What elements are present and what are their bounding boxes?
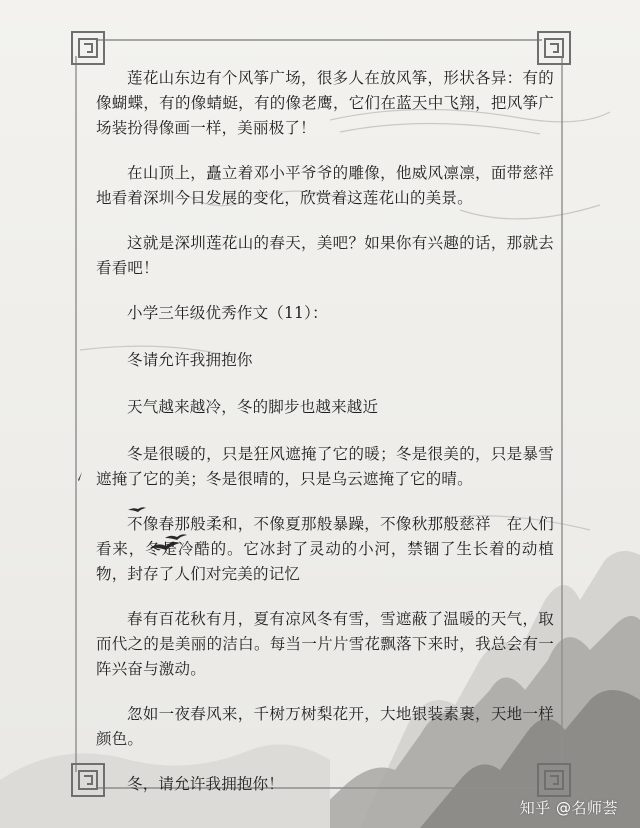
article-body [96,66,554,819]
paragraph-statue: 在山顶上，矗立着邓小平爷爷的雕像，他威风凛凛，面带慈祥地看着深圳今日发展的变化，欣赏着这莲花山的美景。 [96,164,554,207]
essay-title: 冬请允许我拥抱你 [127,351,253,369]
paragraph-spring-closing: 这就是深圳莲花山的春天，美吧？如果你有兴趣的话，那就去看看吧！ [96,234,554,277]
paragraph-winter-coming: 天气越来越冷，冬的脚步也越来越近 [127,398,379,416]
zhihu-watermark: 知乎 @名师荟 [519,799,618,817]
paragraph-pear-blossom: 忽如一夜春风来，千树万树梨花开，大地银装素裹，天地一样颜色。 [96,705,554,748]
paragraph-kite-square: 莲花山东边有个风筝广场，很多人在放风筝，形状各异：有的像蝴蝶，有的像蜻蜓，有的像老鹰，它们在蓝天中飞翔，把风筝广场装扮得像画一样，美丽极了！ [96,69,554,137]
paragraph-winter-cold: 不像春那般柔和，不像夏那般暴躁，不像秋那般慈祥 在人们看来，冬是冷酷的。它冰封了灵动的小河，禁锢了生长着的动植物，封存了人们对完美的记忆 [96,515,554,583]
paragraph-winter-warm: 冬是很暖的，只是狂风遮掩了它的暖；冬是很美的，只是暴雪遮掩了它的美；冬是很晴的，只是乌云遮掩了它的晴。 [96,445,554,488]
paragraph-embrace: 冬，请允许我拥抱你！ [127,775,285,793]
paragraph-snow: 春有百花秋有月，夏有凉风冬有雪，雪遮蔽了温暖的天气，取而代之的是美丽的洁白。每当一片片雪花飘落下来时，我总会有一阵兴奋与激动。 [96,610,554,678]
essay-number-heading: 小学三年级优秀作文（11）： [127,304,328,322]
